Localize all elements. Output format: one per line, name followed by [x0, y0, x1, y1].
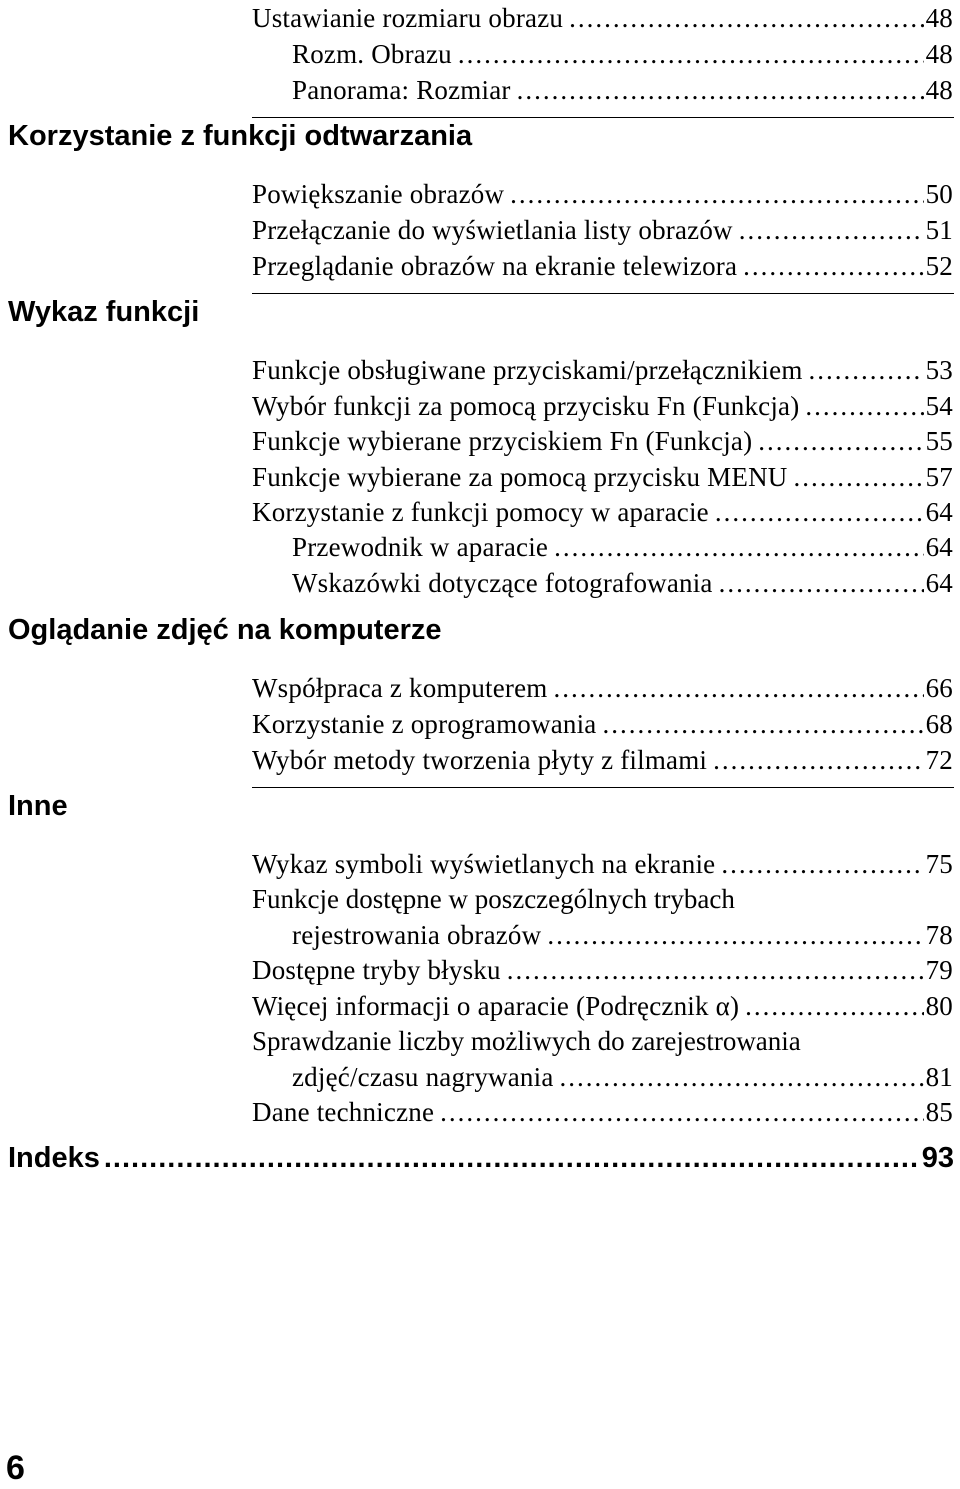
toc-entry[interactable] [252, 706, 953, 742]
toc-entry[interactable] [252, 670, 953, 706]
toc-entry-page: 72 [925, 745, 953, 775]
dot-leader [458, 36, 924, 72]
toc-entry-page: 64 [925, 532, 953, 562]
toc-entry-title: Funkcje wybierane za pomocą przycisku MENU [252, 462, 788, 492]
toc-entry[interactable] [252, 352, 953, 388]
dot-leader [602, 706, 923, 742]
toc-entry-page: 52 [925, 251, 953, 281]
toc-entry-page: 48 [925, 39, 953, 69]
toc-entry-title: Korzystanie z funkcji pomocy w aparacie [252, 497, 709, 527]
dot-leader [713, 742, 923, 778]
toc-entry[interactable] [252, 0, 953, 36]
toc-entry-page: 78 [925, 920, 953, 950]
toc-index-entry[interactable] [8, 1138, 954, 1178]
toc-entry-title: Funkcje wybierane przyciskiem Fn (Funkcja) [252, 426, 753, 456]
toc-entry-page: 64 [925, 568, 953, 598]
toc-entry[interactable] [252, 846, 953, 882]
toc-entry-title: Wybór funkcji za pomocą przycisku Fn (Funkcja) [252, 391, 800, 421]
toc-entry[interactable] [252, 988, 953, 1024]
index-page: 93 [921, 1142, 954, 1174]
toc-entry[interactable] [252, 742, 953, 778]
toc-entry-page: 50 [925, 179, 953, 209]
toc-entry-title: Współpraca z komputerem [252, 673, 548, 703]
toc-entry-page: 64 [925, 497, 953, 527]
toc-entry[interactable] [292, 1059, 953, 1095]
toc-entry-title: Wskazówki dotyczące fotografowania [292, 568, 713, 598]
toc-entry-title-line1[interactable]: Sprawdzanie liczby możliwych do zarejestrowania [252, 1026, 801, 1056]
toc-entry-title: Powiększanie obrazów [252, 179, 505, 209]
dot-leader [745, 988, 923, 1024]
toc-entry[interactable] [252, 1094, 953, 1130]
dot-leader [440, 1094, 923, 1130]
dot-leader [739, 212, 924, 248]
toc-entry-title: Panorama: Rozmiar [292, 75, 511, 105]
toc-entry[interactable] [292, 529, 953, 565]
dot-leader [510, 176, 923, 212]
toc-entry-title: Dane techniczne [252, 1097, 435, 1127]
toc-entry[interactable] [252, 423, 953, 459]
toc-entry[interactable] [252, 494, 953, 530]
toc-entry[interactable] [252, 212, 953, 248]
dot-leader [560, 1059, 924, 1095]
dot-leader [547, 917, 923, 953]
toc-entry-title: Rozm. Obrazu [292, 39, 452, 69]
section-heading-functions: Wykaz funkcji [8, 296, 200, 328]
dot-leader [715, 494, 924, 530]
toc-entry-page: 48 [925, 75, 953, 105]
toc-entry-page: 55 [925, 426, 953, 456]
dot-leader [569, 0, 924, 36]
toc-entry-title: Więcej informacji o aparacie (Podręcznik α) [252, 991, 740, 1021]
toc-entry[interactable] [292, 36, 953, 72]
toc-entry[interactable] [252, 459, 953, 495]
toc-entry-page: 51 [925, 215, 953, 245]
toc-entry-page: 48 [925, 3, 953, 33]
toc-entry-title-line1[interactable]: Funkcje dostępne w poszczególnych trybach [252, 884, 735, 914]
toc-entry-page: 68 [925, 709, 953, 739]
toc-entry[interactable] [292, 72, 953, 108]
dot-leader [743, 248, 923, 284]
toc-entry-title: Przeglądanie obrazów na ekranie telewizora [252, 251, 738, 281]
toc-entry-page: 66 [925, 673, 953, 703]
toc-entry-title: Przewodnik w aparacie [292, 532, 549, 562]
toc-entry-title: Przełączanie do wyświetlania listy obrazów [252, 215, 733, 245]
dot-leader [553, 670, 923, 706]
dot-leader [758, 423, 923, 459]
section-divider [252, 293, 954, 294]
toc-entry[interactable] [292, 917, 953, 953]
toc-entry-page: 54 [925, 391, 953, 421]
dot-leader [554, 529, 924, 565]
dot-leader [805, 388, 923, 424]
toc-entry[interactable] [252, 952, 953, 988]
toc-entry-title-line2: rejestrowania obrazów [292, 920, 542, 950]
toc-entry-page: 75 [925, 849, 953, 879]
toc-entry-title-line2: zdjęć/czasu nagrywania [292, 1062, 554, 1092]
dot-leader [809, 352, 924, 388]
toc-entry-page: 79 [925, 955, 953, 985]
dot-leader [721, 846, 923, 882]
toc-entry-page: 57 [925, 462, 953, 492]
dot-leader [104, 1138, 920, 1178]
toc-entry-page: 81 [925, 1062, 953, 1092]
toc-entry-title: Korzystanie z oprogramowania [252, 709, 597, 739]
toc-entry[interactable] [252, 248, 953, 284]
toc-entry-title: Ustawianie rozmiaru obrazu [252, 3, 564, 33]
section-heading-computer: Oglądanie zdjęć na komputerze [8, 614, 442, 646]
section-heading-playback: Korzystanie z funkcji odtwarzania [8, 120, 473, 152]
toc-entry[interactable] [292, 565, 953, 601]
page-number: 6 [6, 1449, 25, 1487]
section-divider [252, 787, 954, 788]
dot-leader [793, 459, 923, 495]
toc-entry-page: 85 [925, 1097, 953, 1127]
toc-entry-page: 53 [925, 355, 953, 385]
index-title: Indeks [8, 1142, 100, 1174]
dot-leader [517, 72, 924, 108]
dot-leader [507, 952, 924, 988]
toc-entry[interactable] [252, 388, 953, 424]
toc-entry-title: Dostępne tryby błysku [252, 955, 501, 985]
toc-entry-title: Wybór metody tworzenia płyty z filmami [252, 745, 708, 775]
section-heading-other: Inne [8, 790, 68, 822]
toc-entry-page: 80 [925, 991, 953, 1021]
dot-leader [719, 565, 924, 601]
toc-entry[interactable] [252, 176, 953, 212]
toc-entry-title: Wykaz symboli wyświetlanych na ekranie [252, 849, 716, 879]
toc-entry-title: Funkcje obsługiwane przyciskami/przełącznikiem [252, 355, 803, 385]
